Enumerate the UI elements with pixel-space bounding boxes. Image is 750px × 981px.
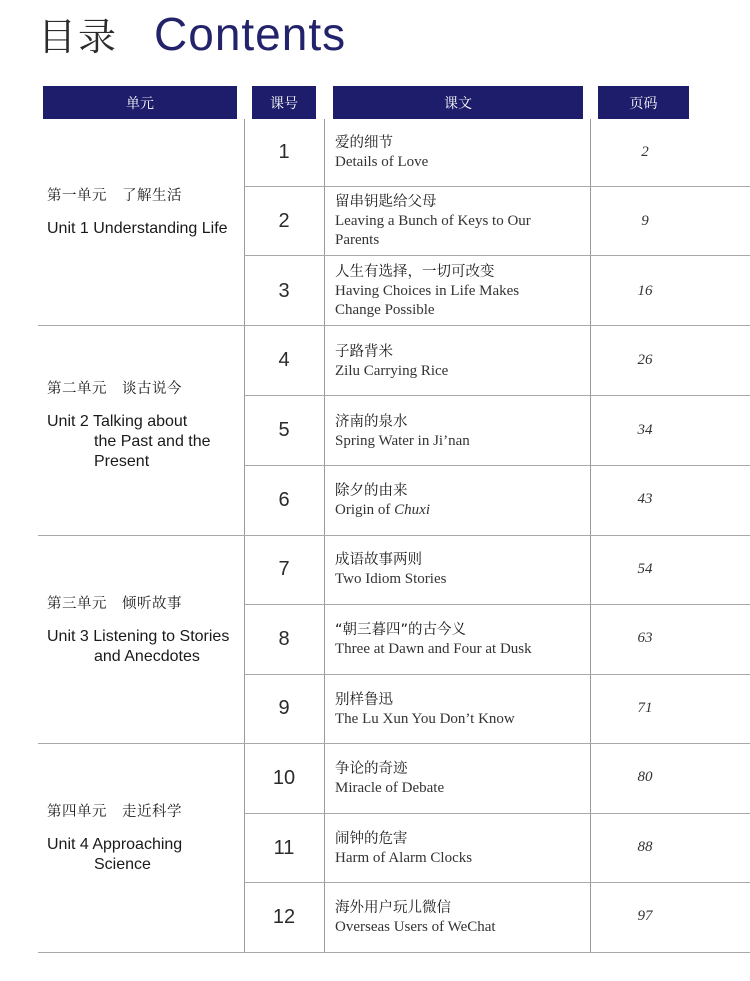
unit-title-line: Science <box>94 856 151 873</box>
divider <box>38 952 750 953</box>
divider <box>38 743 750 744</box>
unit-block <box>47 184 243 239</box>
unit-title-chinese: 第四单元 走近科学 <box>47 804 182 820</box>
lesson-number: 11 <box>273 837 295 859</box>
unit-title-chinese: 第三单元 倾听故事 <box>47 596 182 612</box>
page-number: 54 <box>637 561 653 577</box>
lesson-title-english: Zilu Carrying Rice <box>335 363 449 379</box>
unit-block <box>47 800 243 875</box>
lesson-number: 7 <box>278 558 290 580</box>
lesson-number: 2 <box>278 210 290 232</box>
lesson-title[interactable] <box>335 760 585 798</box>
page-number: 88 <box>637 839 653 855</box>
lesson-title-chinese: “朝三暮四”的古今义 <box>335 622 467 638</box>
column-header-unit: 单元 <box>43 86 237 119</box>
unit-block <box>47 377 243 472</box>
divider <box>244 882 750 883</box>
page-title <box>38 6 346 62</box>
lesson-title[interactable] <box>335 551 585 589</box>
lesson-number: 1 <box>278 141 290 163</box>
page-number: 2 <box>641 144 649 160</box>
page-number: 16 <box>637 283 653 299</box>
lesson-title-english <box>335 501 585 520</box>
unit-title-english <box>47 627 243 667</box>
unit-block <box>47 592 243 667</box>
title-chinese: 目录 <box>38 15 119 59</box>
lesson-number: 4 <box>278 349 290 371</box>
unit-title-line: Unit 3 Listening to Stories <box>47 628 230 645</box>
lesson-title-english: Details of Love <box>335 154 429 170</box>
lesson-number: 5 <box>278 419 290 441</box>
column-header-lesson-number: 课号 <box>252 86 316 119</box>
lesson-title-chinese: 争论的奇迹 <box>335 761 408 777</box>
lesson-title-english: Three at Dawn and Four at Dusk <box>335 641 532 657</box>
lesson-title[interactable] <box>335 193 585 250</box>
unit-title-chinese: 第二单元 谈古说今 <box>47 381 182 397</box>
page-number: 26 <box>637 352 653 368</box>
divider <box>244 674 750 675</box>
lesson-title-chinese: 闹钟的危害 <box>335 831 408 847</box>
page-number: 43 <box>637 491 653 507</box>
divider <box>244 604 750 605</box>
divider <box>244 255 750 256</box>
title-english: Contents <box>154 8 347 60</box>
lesson-title[interactable] <box>335 482 585 520</box>
unit-title-line: Present <box>94 453 150 470</box>
page-number: 97 <box>637 908 653 924</box>
lesson-title-english: Miracle of Debate <box>335 780 445 796</box>
unit-title-line: and Anecdotes <box>94 648 200 665</box>
lesson-title-english: Two Idiom Stories <box>335 571 447 587</box>
lesson-title-chinese: 别样鲁迅 <box>335 692 393 708</box>
column-header-page: 页码 <box>598 86 689 119</box>
lesson-title[interactable] <box>335 263 585 320</box>
lesson-number: 6 <box>278 489 290 511</box>
divider <box>38 325 750 326</box>
page-number: 34 <box>637 422 653 438</box>
lesson-title[interactable] <box>335 134 585 172</box>
lesson-number: 12 <box>272 906 296 928</box>
unit-title-english <box>47 219 243 239</box>
lesson-number: 3 <box>278 280 290 302</box>
lesson-title[interactable] <box>335 621 585 659</box>
lesson-title[interactable] <box>335 413 585 451</box>
divider <box>244 395 750 396</box>
lesson-title-english: The Lu Xun You Don’t Know <box>335 711 515 727</box>
lesson-title-english: Harm of Alarm Clocks <box>335 850 473 866</box>
lesson-title-chinese: 子路背米 <box>335 344 393 360</box>
page-number: 71 <box>637 700 653 716</box>
divider <box>244 186 750 187</box>
unit-title-english <box>47 412 243 472</box>
lesson-title-chinese: 成语故事两则 <box>335 552 422 568</box>
lesson-title-italic: Chuxi <box>394 502 431 518</box>
lesson-title[interactable] <box>335 343 585 381</box>
column-header-lesson: 课文 <box>333 86 583 119</box>
lesson-title-english: Change Possible <box>335 302 435 318</box>
lesson-title-chinese: 留串钥匙给父母 <box>335 194 437 210</box>
unit-title-line: the Past and the <box>94 433 211 450</box>
unit-title-line: Unit 2 Talking about <box>47 413 188 430</box>
divider <box>244 465 750 466</box>
lesson-title-chinese: 人生有选择，一切可改变 <box>335 264 495 280</box>
lesson-title[interactable] <box>335 830 585 868</box>
lesson-title-english: Overseas Users of WeChat <box>335 919 496 935</box>
lesson-title-text: Origin of <box>335 502 395 518</box>
lesson-title-english: Having Choices in Life Makes <box>335 283 520 299</box>
lesson-title-chinese: 除夕的由来 <box>335 483 408 499</box>
page-number: 80 <box>637 769 653 785</box>
lesson-title-chinese: 爱的细节 <box>335 135 393 151</box>
lesson-title[interactable] <box>335 691 585 729</box>
lesson-title-chinese: 济南的泉水 <box>335 414 408 430</box>
lesson-title-english: Spring Water in Ji’nan <box>335 433 470 449</box>
page-number: 9 <box>641 213 649 229</box>
divider <box>38 535 750 536</box>
lesson-title-english: Leaving a Bunch of Keys to Our <box>335 213 531 229</box>
unit-title-english <box>47 835 243 875</box>
lesson-title-chinese: 海外用户玩儿微信 <box>335 900 451 916</box>
lesson-number: 8 <box>278 628 290 650</box>
unit-title-line: Unit 1 Understanding Life <box>47 220 228 237</box>
lesson-title[interactable] <box>335 899 585 937</box>
lesson-number: 9 <box>278 697 290 719</box>
lesson-number: 10 <box>272 767 296 789</box>
page-number: 63 <box>637 630 653 646</box>
lesson-title-english: Parents <box>335 232 380 248</box>
divider <box>244 813 750 814</box>
unit-title-chinese: 第一单元 了解生活 <box>47 188 182 204</box>
unit-title-line: Unit 4 Approaching <box>47 836 183 853</box>
